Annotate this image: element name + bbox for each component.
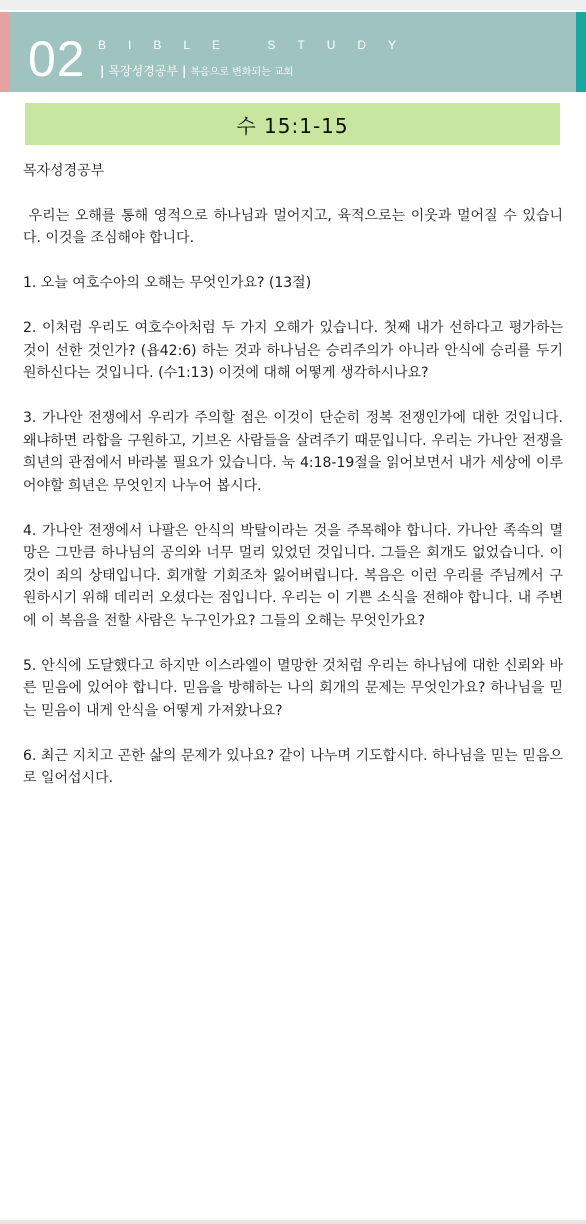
lesson-number: 02 (28, 31, 86, 87)
header-subtitle (96, 62, 293, 82)
question-1: 1. 오늘 여호수아의 오해는 무엇인가요? (13절) (23, 275, 312, 291)
bottom-strip (0, 1220, 586, 1224)
passage-title: 수 15:1-15 (236, 113, 349, 138)
top-strip (0, 0, 586, 10)
question-6: 6. 최근 지치고 곤한 삶의 문제가 있나요? 같이 나누며 기도합시다. 하나님을 믿는 믿음으로 일어섭시다. (23, 747, 563, 786)
question-4: 4. 가나안 전쟁에서 나팔은 안식의 박탈이라는 것을 주목해야 합니다. 가나안 족속의 멸망은 그만큼 하나님의 공의와 너무 멀리 있었던 것입니다. 그들은 회개도 없었습니다. 이것이 죄의 상태입니다. 회개할 기회조차 잃어버립니다. 복음은 이런 우리를 주님께서 구원하시기 위해 데리러 오셨다는 점입니다. 우리는 이 기쁜 소식을 전해야 합니다. 내 주변에 이 복음을 전할 사람은 누구인가요? 그들의 오해는 무엇인가요? (23, 522, 563, 629)
passage-title-bar (25, 103, 560, 145)
divider: | (100, 64, 105, 78)
header-banner (0, 12, 586, 92)
series-title: BIBLE STUDY (98, 38, 419, 52)
intro-paragraph: 우리는 오해를 통해 영적으로 하나님과 멀어지고, 육적으로는 이웃과 멀어질 수 있습니다. 이것을 조심해야 합니다. (23, 207, 563, 246)
divider: | (181, 64, 187, 78)
question-3: 3. 가나안 전쟁에서 우리가 주의할 점은 이것이 단순히 정복 전쟁인가에 대한 것입니다. 왜냐하면 라합을 구원하고, 기브온 사람들을 살려주기 때문입니다. 우리는 가나안 전쟁을 희년의 관점에서 바라볼 필요가 있습니다. 눅 4:18-19절을 읽어보면서 내가 세상에 이루어야할 희년은 무엇인지 나누어 봅시다. (23, 410, 563, 494)
subtitle-main: 목장성경공부 (108, 64, 178, 78)
section-label: 목자성경공부 (23, 163, 105, 179)
question-5: 5. 안식에 도달했다고 하지만 이스라엘이 멸망한 것처럼 우리는 하나님에 대한 신뢰와 바른 믿음에 있어야 합니다. 믿음을 방해하는 나의 회개의 문제는 무엇인가요? 하나님을 믿는 믿음이 내게 안식을 어떻게 가져왔나요? (23, 657, 563, 719)
study-content (23, 160, 563, 812)
left-accent-bar (0, 12, 9, 92)
question-2: 2. 이처럼 우리도 여호수아처럼 두 가지 오해가 있습니다. 첫째 내가 선하다고 평가하는 것이 선한 것인가? (욥42:6) 하는 것과 하나님은 승리주의가 아니라 안식에 승리를 두기 원하신다는 것입니다. (수1:13) 이것에 대해 어떻게 생각하시나요? (23, 320, 563, 381)
subtitle-small: 복음으로 변화되는 교회 (190, 67, 294, 78)
right-accent-bar (576, 12, 586, 92)
